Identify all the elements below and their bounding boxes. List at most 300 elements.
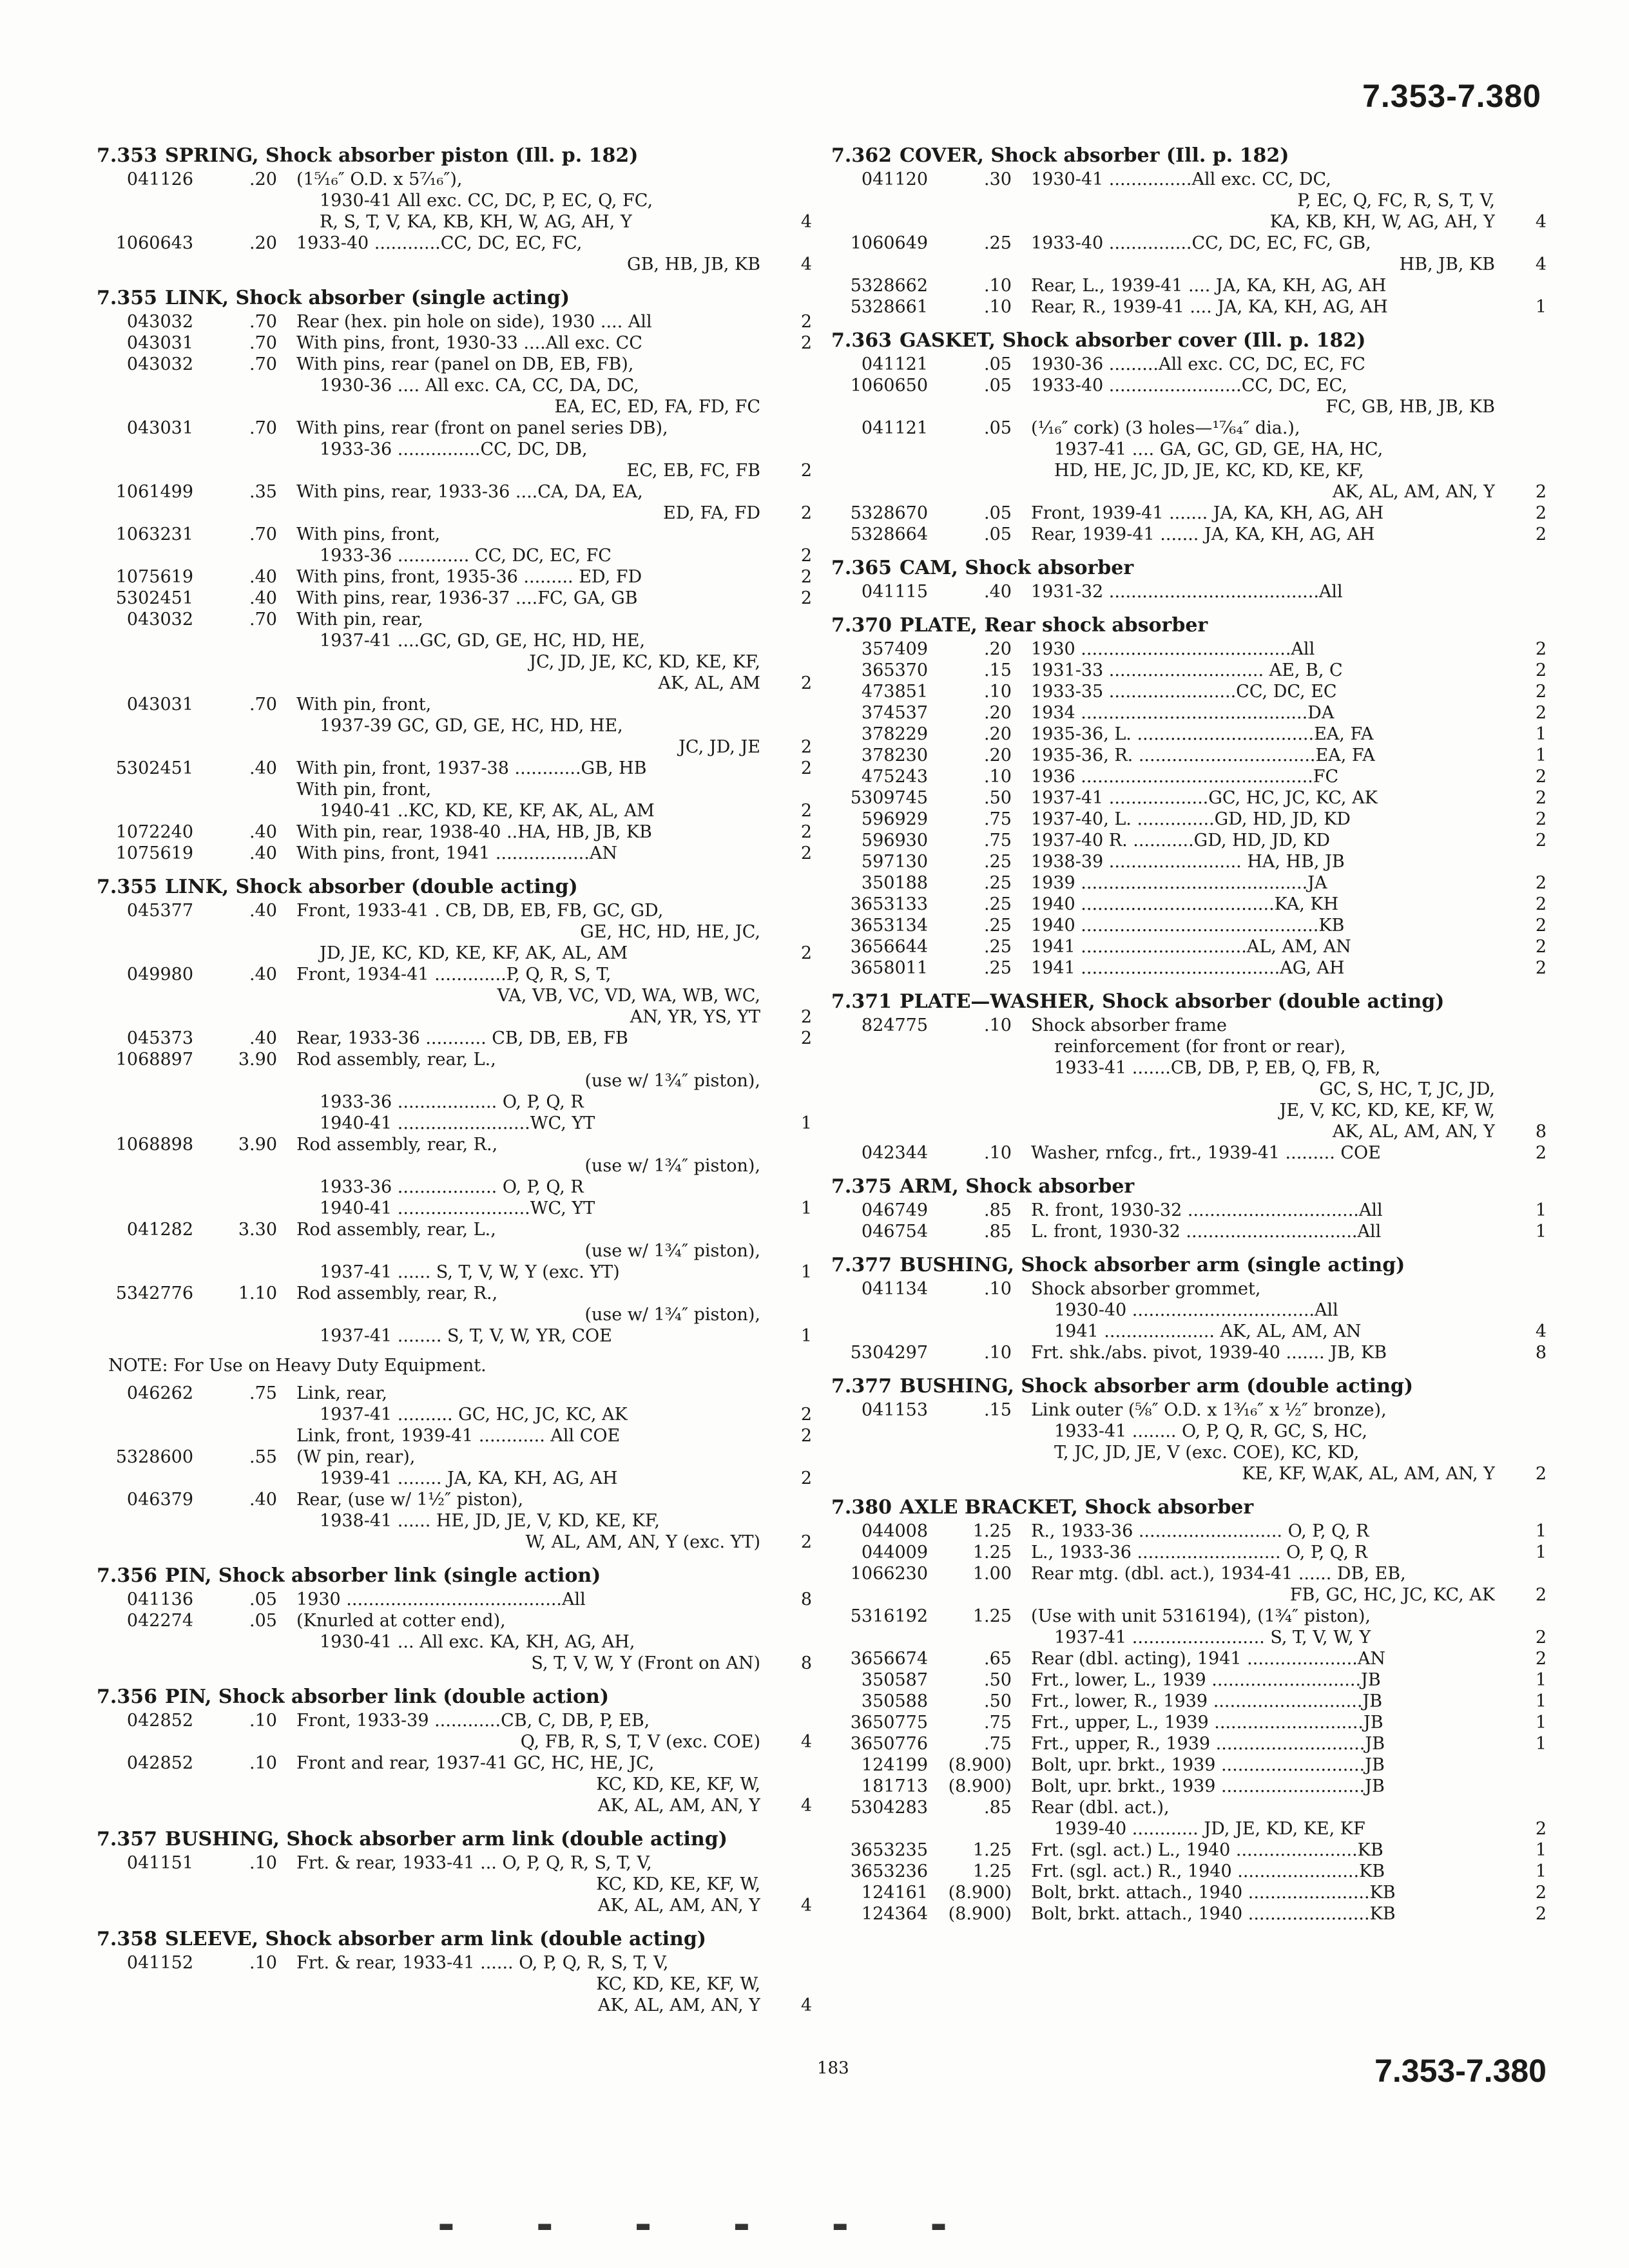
part-description <box>296 1610 760 1674</box>
quantity: 2 <box>1535 682 1547 702</box>
part-row <box>97 964 818 1028</box>
part-row <box>97 779 818 822</box>
part-description <box>1031 639 1495 660</box>
section-number: 7.370 <box>831 614 892 637</box>
quantity: 2 <box>1535 1464 1547 1484</box>
part-number: 3656674 <box>850 1649 928 1669</box>
part-description <box>1031 830 1495 851</box>
part-price: .50 <box>984 1691 1012 1711</box>
part-row <box>831 851 1553 872</box>
section-number: 7.362 <box>831 144 892 167</box>
part-row <box>97 1446 818 1489</box>
part-description <box>296 481 760 524</box>
section-number: 7.355 <box>97 287 157 309</box>
left-column <box>97 143 818 2016</box>
description-line: Q, FB, R, S, T, V (exc. COE) <box>520 1732 760 1752</box>
description-line: With pin, rear, <box>296 610 423 629</box>
description-line: Link, rear, <box>296 1383 387 1403</box>
part-number: 041152 <box>126 1953 193 1973</box>
quantity: 1 <box>1535 724 1547 744</box>
part-row <box>831 1669 1553 1691</box>
part-number: 1066230 <box>850 1564 928 1584</box>
part-number: 124364 <box>861 1904 928 1924</box>
description-line: 1937-41 ..................GC, HC, JC, KC, AK <box>1031 788 1378 808</box>
part-price: .40 <box>249 843 277 863</box>
quantity: 2 <box>800 943 812 963</box>
part-description <box>1031 1200 1495 1221</box>
part-price: .70 <box>249 418 277 438</box>
quantity: 4 <box>800 212 812 232</box>
description-line: HB, JB, KB <box>1399 255 1495 274</box>
description-line: 1940-41 ........................WC, YT <box>320 1113 595 1133</box>
part-description <box>1031 1142 1495 1164</box>
page-range-header: 7.353-7.380 <box>1362 78 1541 114</box>
part-row <box>831 957 1553 979</box>
description-line: Frt., upper, R., 1939 ...........................JB <box>1031 1734 1385 1754</box>
part-price: .85 <box>984 1200 1012 1220</box>
description-line: 1936 ..........................................FC <box>1031 767 1339 787</box>
description-line: 1937-41 ....GC, GD, GE, HC, HD, HE, <box>320 631 646 651</box>
part-price: (8.900) <box>948 1883 1012 1903</box>
part-description <box>296 332 760 354</box>
part-description <box>296 694 760 758</box>
section-number: 7.375 <box>831 1175 892 1198</box>
quantity: 1 <box>1535 1734 1547 1754</box>
description-line: Frt. shk./abs. pivot, 1939-40 ....... JB, KB <box>1031 1343 1387 1363</box>
description-line: 1938-39 ........................ HA, HB, JB <box>1031 852 1345 872</box>
description-line: 1937-41 .... GA, GC, GD, GE, HA, HC, <box>1054 439 1383 459</box>
part-description <box>1031 275 1495 296</box>
part-number: 041120 <box>861 169 928 189</box>
quantity: 4 <box>1535 1321 1547 1341</box>
part-row <box>97 524 818 566</box>
quantity: 2 <box>800 567 812 587</box>
part-number: 043032 <box>126 312 193 332</box>
part-number: 044009 <box>861 1542 928 1562</box>
part-row <box>831 1903 1553 1925</box>
part-number: 046749 <box>861 1200 928 1220</box>
part-number: 046379 <box>126 1490 193 1510</box>
part-price: .20 <box>984 724 1012 744</box>
description-line: reinforcement (for front or rear), <box>1054 1037 1346 1057</box>
part-row <box>831 1221 1553 1242</box>
section-number: 7.356 <box>97 1564 157 1587</box>
part-row <box>831 702 1553 724</box>
part-row <box>97 1710 818 1753</box>
part-description <box>1031 1399 1495 1485</box>
part-price: .25 <box>984 937 1012 957</box>
quantity: 1 <box>1535 1542 1547 1562</box>
part-price: 1.25 <box>972 1542 1012 1562</box>
part-price: .10 <box>249 1953 277 1973</box>
description-line: 1933-40 ...............CC, DC, EC, FC, GB, <box>1031 233 1371 253</box>
part-description <box>296 354 760 418</box>
description-line: KC, KD, KE, KF, W, <box>596 1774 760 1794</box>
description-line: R. front, 1930-32 ...............................All <box>1031 1200 1383 1220</box>
description-line: 1930-41 All exc. CC, DC, P, EC, Q, FC, <box>320 191 653 211</box>
part-row <box>831 894 1553 915</box>
part-row <box>831 872 1553 894</box>
description-line: Rod assembly, rear, R., <box>296 1135 498 1155</box>
part-number: 045373 <box>126 1028 193 1048</box>
description-line: Rear, (use w/ 1½″ piston), <box>296 1490 524 1510</box>
part-description <box>1031 1521 1495 1542</box>
description-line: Link, front, 1939-41 ............ All COE <box>296 1426 621 1446</box>
description-line: HD, HE, JC, JD, JE, KC, KD, KE, KF, <box>1054 461 1364 481</box>
part-number: 3656644 <box>850 937 928 957</box>
quantity: 8 <box>1535 1343 1547 1363</box>
description-line: 1930-36 .........All exc. CC, DC, EC, FC <box>1031 354 1365 374</box>
quantity: 2 <box>800 333 812 353</box>
quantity: 2 <box>800 822 812 842</box>
quantity: 4 <box>800 1896 812 1916</box>
part-number: 1060643 <box>115 233 193 253</box>
quantity: 1 <box>800 1113 812 1133</box>
description-line: With pin, rear, 1938-40 ..HA, HB, JB, KB <box>296 822 652 842</box>
description-line: AK, AL, AM, AN, Y <box>1332 1122 1495 1142</box>
part-row <box>97 1283 818 1347</box>
part-row <box>831 1606 1553 1648</box>
part-row <box>831 275 1553 296</box>
part-number: 1075619 <box>115 843 193 863</box>
section-name: BUSHING, Shock absorber arm link (double acting) <box>164 1828 728 1850</box>
part-price: .40 <box>249 1490 277 1510</box>
part-row <box>831 375 1553 418</box>
part-description <box>1031 1840 1495 1861</box>
description-line: 1941 ....................................AG, AH <box>1031 958 1345 978</box>
quantity: 2 <box>1535 503 1547 523</box>
part-row <box>97 900 818 964</box>
part-price: .20 <box>984 703 1012 723</box>
description-line: S, T, V, W, Y (Front on AN) <box>531 1653 760 1673</box>
description-line: Rod assembly, rear, R., <box>296 1283 498 1303</box>
quantity: 1 <box>1535 1521 1547 1541</box>
part-price: (8.900) <box>948 1776 1012 1796</box>
description-line: AK, AL, AM, AN, Y <box>597 1995 760 2015</box>
part-description <box>1031 851 1495 872</box>
part-price: .25 <box>984 958 1012 978</box>
part-number: 5328600 <box>115 1447 193 1467</box>
description-line: JC, JD, JE, KC, KD, KE, KF, <box>529 652 760 672</box>
part-number: 041121 <box>861 418 928 438</box>
section-title <box>97 143 818 169</box>
description-line: With pins, rear, 1936-37 ....FC, GA, GB <box>296 588 638 608</box>
quantity: 2 <box>1535 894 1547 914</box>
part-description <box>1031 524 1495 545</box>
description-line: 1937-40 R. ...........GD, HD, JD, KD <box>1031 831 1330 850</box>
part-number: 5302451 <box>115 758 193 778</box>
part-row <box>831 1733 1553 1754</box>
part-number: 475243 <box>861 767 928 787</box>
part-description <box>1031 1754 1495 1776</box>
part-price: .10 <box>249 1711 277 1731</box>
section-title <box>831 1253 1553 1278</box>
part-row <box>831 1542 1553 1563</box>
description-line: Rear (dbl. act.), <box>1031 1798 1170 1818</box>
part-price: .25 <box>984 852 1012 872</box>
description-line: 1934 .........................................DA <box>1031 703 1335 723</box>
section-name: SLEEVE, Shock absorber arm link (double acting) <box>164 1928 706 1950</box>
part-number: 3650776 <box>850 1734 928 1754</box>
part-number: 596930 <box>861 831 928 850</box>
part-description <box>1031 936 1495 957</box>
part-number: 045377 <box>126 901 193 921</box>
part-description <box>1031 872 1495 894</box>
part-number: 046754 <box>861 1222 928 1242</box>
part-description <box>296 822 760 843</box>
part-row <box>831 581 1553 602</box>
part-price: .70 <box>249 524 277 544</box>
description-line: FB, GC, HC, JC, KC, AK <box>1289 1585 1495 1605</box>
description-line: AK, AL, AM <box>658 673 760 693</box>
description-line: With pins, rear (panel on DB, EB, FB), <box>296 354 634 374</box>
part-number: 043031 <box>126 418 193 438</box>
part-number: 044008 <box>861 1521 928 1541</box>
part-price: .15 <box>984 1400 1012 1420</box>
part-price: .10 <box>984 682 1012 702</box>
section-title <box>831 613 1553 639</box>
part-description <box>1031 1015 1495 1142</box>
description-line: Front and rear, 1937-41 GC, HC, HE, JC, <box>296 1753 655 1773</box>
part-price: .10 <box>984 1279 1012 1299</box>
part-description <box>1031 1882 1495 1903</box>
quantity: 1 <box>1535 1713 1547 1733</box>
part-number: 3653235 <box>850 1840 928 1860</box>
part-price: .50 <box>984 1670 1012 1690</box>
part-row <box>831 724 1553 745</box>
part-description <box>1031 233 1495 275</box>
quantity: 2 <box>800 546 812 566</box>
section-number: 7.377 <box>831 1375 892 1398</box>
section-number: 7.371 <box>831 990 892 1013</box>
description-line: 1933-36 .................. O, P, Q, R <box>320 1177 584 1197</box>
part-price: .40 <box>249 1028 277 1048</box>
description-line: AK, AL, AM, AN, Y <box>597 1796 760 1816</box>
description-line: (use w/ 1¾″ piston), <box>584 1071 760 1091</box>
part-row <box>97 332 818 354</box>
part-price: .50 <box>984 788 1012 808</box>
quantity: 2 <box>800 312 812 332</box>
section-name: LINK, Shock absorber (single acting) <box>164 287 570 309</box>
description-line: 1930-36 .... All exc. CA, CC, DA, DC, <box>320 376 639 396</box>
section-title <box>831 1495 1553 1521</box>
part-description <box>296 1852 760 1916</box>
description-line: 1940-41 ..KC, KD, KE, KF, AK, AL, AM <box>320 801 655 821</box>
description-line: 1939-40 ............ JD, JE, KD, KE, KF <box>1054 1819 1365 1839</box>
part-price: .20 <box>249 233 277 253</box>
description-line: With pins, rear, 1933-36 ....CA, DA, EA, <box>296 482 643 502</box>
part-number: 1061499 <box>115 482 193 502</box>
description-line: Rod assembly, rear, L., <box>296 1220 496 1240</box>
section-name: CAM, Shock absorber <box>899 557 1134 579</box>
section-number: 7.357 <box>97 1828 157 1850</box>
description-line: 1937-40, L. ..............GD, HD, JD, KD <box>1031 809 1351 829</box>
part-description <box>296 169 760 233</box>
part-number: 5309745 <box>850 788 928 808</box>
quantity: 8 <box>1535 1122 1547 1142</box>
description-line: JD, JE, KC, KD, KE, KF, AK, AL, AM <box>320 943 628 963</box>
part-description <box>1031 354 1495 375</box>
part-row <box>97 758 818 779</box>
description-line: Front, 1933-41 . CB, DB, EB, FB, GC, GD, <box>296 901 664 921</box>
part-row <box>831 1754 1553 1776</box>
part-description <box>296 588 760 609</box>
description-line: 1940-41 ........................WC, YT <box>320 1198 595 1218</box>
part-price: .85 <box>984 1798 1012 1818</box>
part-price: .10 <box>984 1143 1012 1163</box>
part-number: 041115 <box>861 582 928 602</box>
part-price: .15 <box>984 660 1012 680</box>
description-line: JC, JD, JE <box>679 737 760 757</box>
part-row <box>97 1049 818 1134</box>
description-line: 1937-41 .......... GC, HC, JC, KC, AK <box>320 1405 628 1425</box>
description-line: (¹⁄₁₆″ cork) (3 holes—¹⁷⁄₆₄″ dia.), <box>1031 418 1300 438</box>
section-title <box>831 989 1553 1015</box>
description-line: 1930-40 .................................All <box>1054 1300 1338 1320</box>
part-price: .10 <box>984 1015 1012 1035</box>
quantity: 2 <box>800 1007 812 1027</box>
description-line: Frt. & rear, 1933-41 ... O, P, Q, R, S, T, V, <box>296 1853 652 1873</box>
part-row <box>97 169 818 233</box>
part-price: 1.00 <box>972 1564 1012 1584</box>
description-line: 1938-41 ...... HE, JD, JE, V, KD, KE, KF, <box>320 1511 660 1531</box>
description-line: KE, KF, W,AK, AL, AM, AN, Y <box>1242 1464 1495 1484</box>
description-line: 1937-41 ...... S, T, V, W, Y (exc. YT) <box>320 1262 620 1282</box>
part-price: .25 <box>984 873 1012 893</box>
part-description <box>296 1710 760 1753</box>
part-description <box>296 1489 760 1553</box>
part-number: 350588 <box>861 1691 928 1711</box>
quantity: 1 <box>1535 297 1547 317</box>
part-row <box>831 503 1553 524</box>
part-price: .25 <box>984 916 1012 936</box>
part-row <box>831 1399 1553 1485</box>
section-title <box>97 874 818 900</box>
part-row <box>97 1489 818 1553</box>
part-row <box>97 1134 818 1219</box>
quantity: 1 <box>1535 1200 1547 1220</box>
part-description <box>296 1283 760 1347</box>
part-row <box>97 354 818 418</box>
part-price: .05 <box>984 418 1012 438</box>
part-row <box>97 1753 818 1816</box>
quantity: 2 <box>800 1468 812 1488</box>
part-price: (8.900) <box>948 1904 1012 1924</box>
part-row <box>831 1200 1553 1221</box>
part-number: 3658011 <box>850 958 928 978</box>
part-price: .30 <box>984 169 1012 189</box>
part-price: .75 <box>984 1713 1012 1733</box>
part-description <box>1031 1606 1495 1648</box>
part-number: 046262 <box>126 1383 193 1403</box>
part-description <box>296 1134 760 1219</box>
quantity: 2 <box>1535 639 1547 659</box>
description-line: (Use with unit 5316194), (1¾″ piston), <box>1031 1606 1371 1626</box>
section-number: 7.380 <box>831 1496 892 1519</box>
part-price: 1.25 <box>972 1840 1012 1860</box>
page-range-footer: 7.353-7.380 <box>1374 2053 1547 2089</box>
quantity: 2 <box>800 673 812 693</box>
section-number: 7.377 <box>831 1254 892 1276</box>
part-description <box>1031 766 1495 787</box>
part-description <box>1031 1861 1495 1882</box>
description-line: 1937-41 ........................ S, T, V, W, Y <box>1054 1628 1371 1648</box>
description-line: Frt., upper, L., 1939 ...........................JB <box>1031 1713 1383 1733</box>
description-line: Shock absorber frame <box>1031 1015 1227 1035</box>
description-line: 1937-41 ........ S, T, V, W, YR, COE <box>320 1326 612 1346</box>
part-row <box>831 169 1553 233</box>
description-line: 1931-32 ......................................All <box>1031 582 1343 602</box>
part-number: 374537 <box>861 703 928 723</box>
quantity: 4 <box>800 1995 812 2015</box>
description-line: 1930-41 ... All exc. KA, KH, AG, AH, <box>320 1632 635 1652</box>
description-line: L. front, 1930-32 ...............................All <box>1031 1222 1382 1242</box>
part-price: 1.25 <box>972 1861 1012 1881</box>
section-name: PIN, Shock absorber link (double action) <box>164 1686 610 1708</box>
part-number: 043031 <box>126 333 193 353</box>
quantity: 1 <box>1535 1861 1547 1881</box>
description-line: With pin, front, <box>296 695 432 715</box>
description-line: AN, YR, YS, YT <box>630 1007 760 1027</box>
part-row <box>831 354 1553 375</box>
part-row <box>831 1648 1553 1669</box>
description-line: W, AL, AM, AN, Y (exc. YT) <box>525 1532 760 1552</box>
quantity: 2 <box>1535 1904 1547 1924</box>
part-row <box>97 311 818 332</box>
part-row <box>831 233 1553 275</box>
part-number: 597130 <box>861 852 928 872</box>
description-line: GB, HB, JB, KB <box>627 255 760 274</box>
description-line: (W pin, rear), <box>296 1447 416 1467</box>
quantity: 2 <box>1535 958 1547 978</box>
part-number: 5316192 <box>850 1606 928 1626</box>
description-line: Frt. & rear, 1933-41 ...... O, P, Q, R, S, T, V, <box>296 1953 669 1973</box>
description-line: With pin, front, 1937-38 ............GB, HB <box>296 758 647 778</box>
quantity: 2 <box>1535 767 1547 787</box>
quantity: 2 <box>1535 1628 1547 1648</box>
quantity: 2 <box>1535 660 1547 680</box>
part-price: .55 <box>249 1447 277 1467</box>
part-price: .75 <box>249 1383 277 1403</box>
description-line: Rear (dbl. acting), 1941 ....................AN <box>1031 1649 1385 1669</box>
description-line: (use w/ 1¾″ piston), <box>584 1156 760 1176</box>
part-price: .05 <box>984 524 1012 544</box>
part-row <box>97 694 818 758</box>
quantity: 2 <box>1535 937 1547 957</box>
section-title <box>831 555 1553 581</box>
description-line: Front, 1939-41 ....... JA, KA, KH, AG, AH <box>1031 503 1384 523</box>
quantity: 4 <box>1535 212 1547 232</box>
part-row <box>97 609 818 694</box>
quantity: 2 <box>1535 524 1547 544</box>
description-line: 1933-36 ...............CC, DC, DB, <box>320 439 588 459</box>
section-title <box>97 1684 818 1710</box>
quantity: 2 <box>800 1028 812 1048</box>
part-number: 041136 <box>126 1590 193 1610</box>
description-line: Frt. (sgl. act.) L., 1940 ......................KB <box>1031 1840 1383 1860</box>
quantity: 2 <box>1535 482 1547 502</box>
part-description <box>296 900 760 964</box>
part-description <box>1031 1797 1495 1840</box>
part-description <box>296 779 760 822</box>
part-description <box>296 609 760 694</box>
description-line: Bolt, brkt. attach., 1940 ......................KB <box>1031 1904 1396 1924</box>
part-description <box>1031 1733 1495 1754</box>
part-description <box>296 758 760 779</box>
description-line: Rod assembly, rear, L., <box>296 1050 496 1070</box>
part-row <box>97 233 818 275</box>
part-price: .40 <box>249 822 277 842</box>
